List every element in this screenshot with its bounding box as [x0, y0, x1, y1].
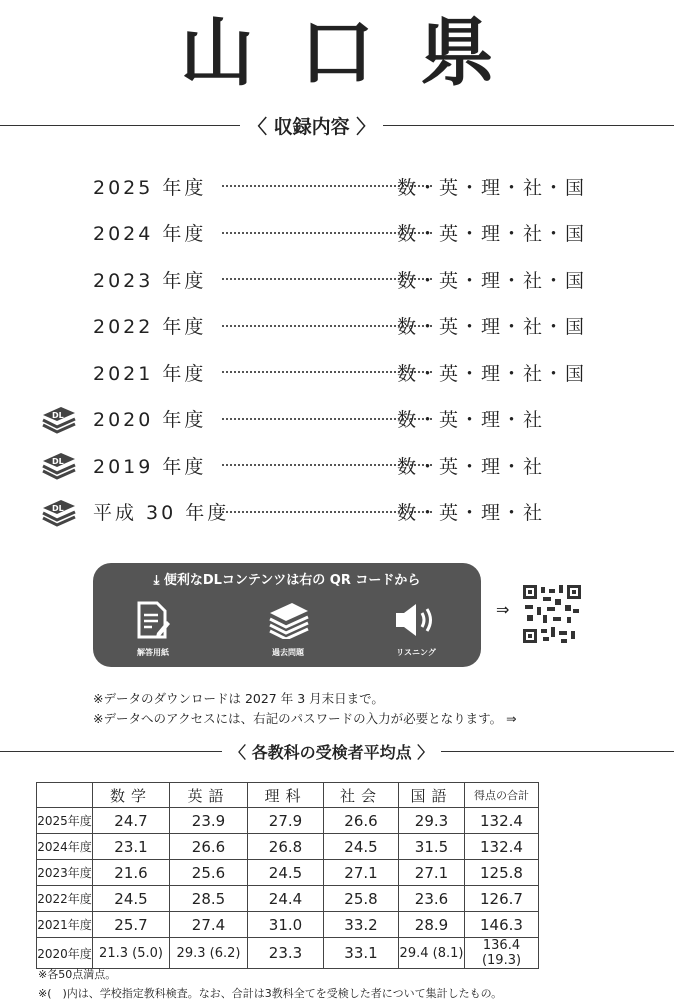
score-cell: 132.4	[465, 808, 539, 834]
score-cell: 24.5	[248, 860, 324, 886]
average-scores-table	[36, 782, 539, 969]
score-cell: 25.6	[170, 860, 248, 886]
contents-row	[40, 218, 600, 248]
contents-year: 2025 年度	[93, 176, 207, 199]
score-cell: 126.7	[465, 886, 539, 912]
column-header: 国語	[399, 783, 465, 808]
contents-year: 平成 30 年度	[93, 502, 230, 524]
contents-row	[40, 264, 600, 294]
contents-subjects: 数・英・理・社	[397, 502, 545, 524]
table-row	[37, 938, 539, 969]
books-icon	[266, 601, 310, 639]
note: ※データへのアクセスには、右記のパスワードの入力が必要となります。 ⇒	[93, 711, 517, 726]
dl-books-icon	[40, 498, 80, 526]
row-year: 2024年度	[37, 834, 93, 860]
footnote: ※各50点満点。	[38, 968, 117, 981]
dl-item-label: 解答用紙	[137, 648, 169, 657]
svg-text:DL: DL	[52, 503, 64, 513]
row-year: 2022年度	[37, 886, 93, 912]
svg-text:DL: DL	[52, 410, 64, 420]
score-cell: 31.0	[248, 912, 324, 938]
score-cell: 26.6	[170, 834, 248, 860]
column-header: 社会	[324, 783, 399, 808]
score-cell: 31.5	[399, 834, 465, 860]
average-scores-heading: 〈 各教科の受検者平均点 〉	[222, 740, 441, 763]
row-year: 2021年度	[37, 912, 93, 938]
score-cell: 27.1	[399, 860, 465, 886]
dl-books-icon	[40, 405, 80, 433]
column-header	[37, 783, 93, 808]
contents-subjects: 数・英・理・社・国	[397, 223, 587, 245]
score-cell: 29.4 (8.1)	[399, 938, 465, 969]
row-year: 2023年度	[37, 860, 93, 886]
contents-row	[40, 497, 600, 527]
score-cell: 23.1	[93, 834, 170, 860]
speaker-icon	[394, 601, 438, 639]
table-row	[37, 912, 539, 938]
table-row	[37, 834, 539, 860]
score-cell: 132.4	[465, 834, 539, 860]
column-header: 数学	[93, 783, 170, 808]
contents-row	[40, 171, 600, 201]
past-exams-item[interactable]	[253, 601, 323, 658]
score-cell: 24.7	[93, 808, 170, 834]
score-cell: 23.9	[170, 808, 248, 834]
contents-subjects: 数・英・理・社・国	[397, 176, 587, 199]
qr-code[interactable]	[523, 585, 581, 643]
score-cell: 27.4	[170, 912, 248, 938]
contents-row	[40, 450, 600, 480]
contents-year: 2023 年度	[93, 269, 207, 292]
score-cell: 26.8	[248, 834, 324, 860]
score-cell: 146.3	[465, 912, 539, 938]
table-row	[37, 886, 539, 912]
score-cell: 136.4 (19.3)	[465, 938, 539, 969]
score-cell: 24.4	[248, 886, 324, 912]
dl-item-label: リスニング	[396, 648, 436, 657]
score-cell: 24.5	[324, 834, 399, 860]
download-icon: ⤓	[153, 573, 164, 588]
score-cell: 23.3	[248, 938, 324, 969]
column-header: 英語	[170, 783, 248, 808]
table-row	[37, 808, 539, 834]
contents-year: 2019 年度	[93, 455, 207, 478]
contents-subjects: 数・英・理・社	[397, 409, 545, 431]
footnote: ※( )内は、学校指定教科検査。なお、合計は3教科全てを受検した者について集計したもの。	[38, 987, 503, 1000]
contents-year: 2022 年度	[93, 316, 207, 338]
arrow: ⇒	[496, 600, 510, 619]
row-year: 2020年度	[37, 938, 93, 969]
document-pen-icon	[135, 601, 171, 639]
score-cell: 27.9	[248, 808, 324, 834]
contents-row	[40, 357, 600, 387]
score-cell: 24.5	[93, 886, 170, 912]
contents-year: 2021 年度	[93, 362, 207, 385]
score-cell: 33.1	[324, 938, 399, 969]
score-cell: 23.6	[399, 886, 465, 912]
contents-row	[40, 404, 600, 434]
dl-content-box	[93, 563, 481, 667]
contents-row	[40, 311, 600, 341]
page-title: 山口県	[180, 10, 540, 96]
contents-year: 2020 年度	[93, 409, 207, 431]
score-cell: 33.2	[324, 912, 399, 938]
contents-year: 2024 年度	[93, 223, 207, 245]
dl-box-heading: 便利なDLコンテンツは右の QR コードから	[163, 573, 421, 588]
score-cell: 27.1	[324, 860, 399, 886]
row-year: 2025年度	[37, 808, 93, 834]
answer-sheet-item[interactable]	[118, 601, 188, 658]
score-cell: 29.3 (6.2)	[170, 938, 248, 969]
contents-heading: 〈 収録内容 〉	[240, 112, 383, 139]
dl-books-icon	[40, 451, 80, 479]
listening-item[interactable]	[381, 601, 451, 658]
dl-item-label: 過去問題	[272, 648, 304, 657]
score-cell: 28.9	[399, 912, 465, 938]
contents-subjects: 数・英・理・社・国	[397, 269, 587, 292]
score-cell: 21.3 (5.0)	[93, 938, 170, 969]
score-cell: 25.7	[93, 912, 170, 938]
score-cell: 26.6	[324, 808, 399, 834]
score-cell: 29.3	[399, 808, 465, 834]
contents-subjects: 数・英・理・社	[397, 455, 545, 478]
score-cell: 21.6	[93, 860, 170, 886]
score-cell: 25.8	[324, 886, 399, 912]
column-header: 得点の合計	[465, 783, 539, 808]
contents-subjects: 数・英・理・社・国	[397, 362, 587, 385]
contents-subjects: 数・英・理・社・国	[397, 316, 587, 338]
svg-text:DL: DL	[52, 457, 64, 466]
score-cell: 125.8	[465, 860, 539, 886]
table-row	[37, 860, 539, 886]
column-header: 理科	[248, 783, 324, 808]
score-cell: 28.5	[170, 886, 248, 912]
note: ※データのダウンロードは 2027 年 3 月末日まで。	[93, 691, 384, 706]
